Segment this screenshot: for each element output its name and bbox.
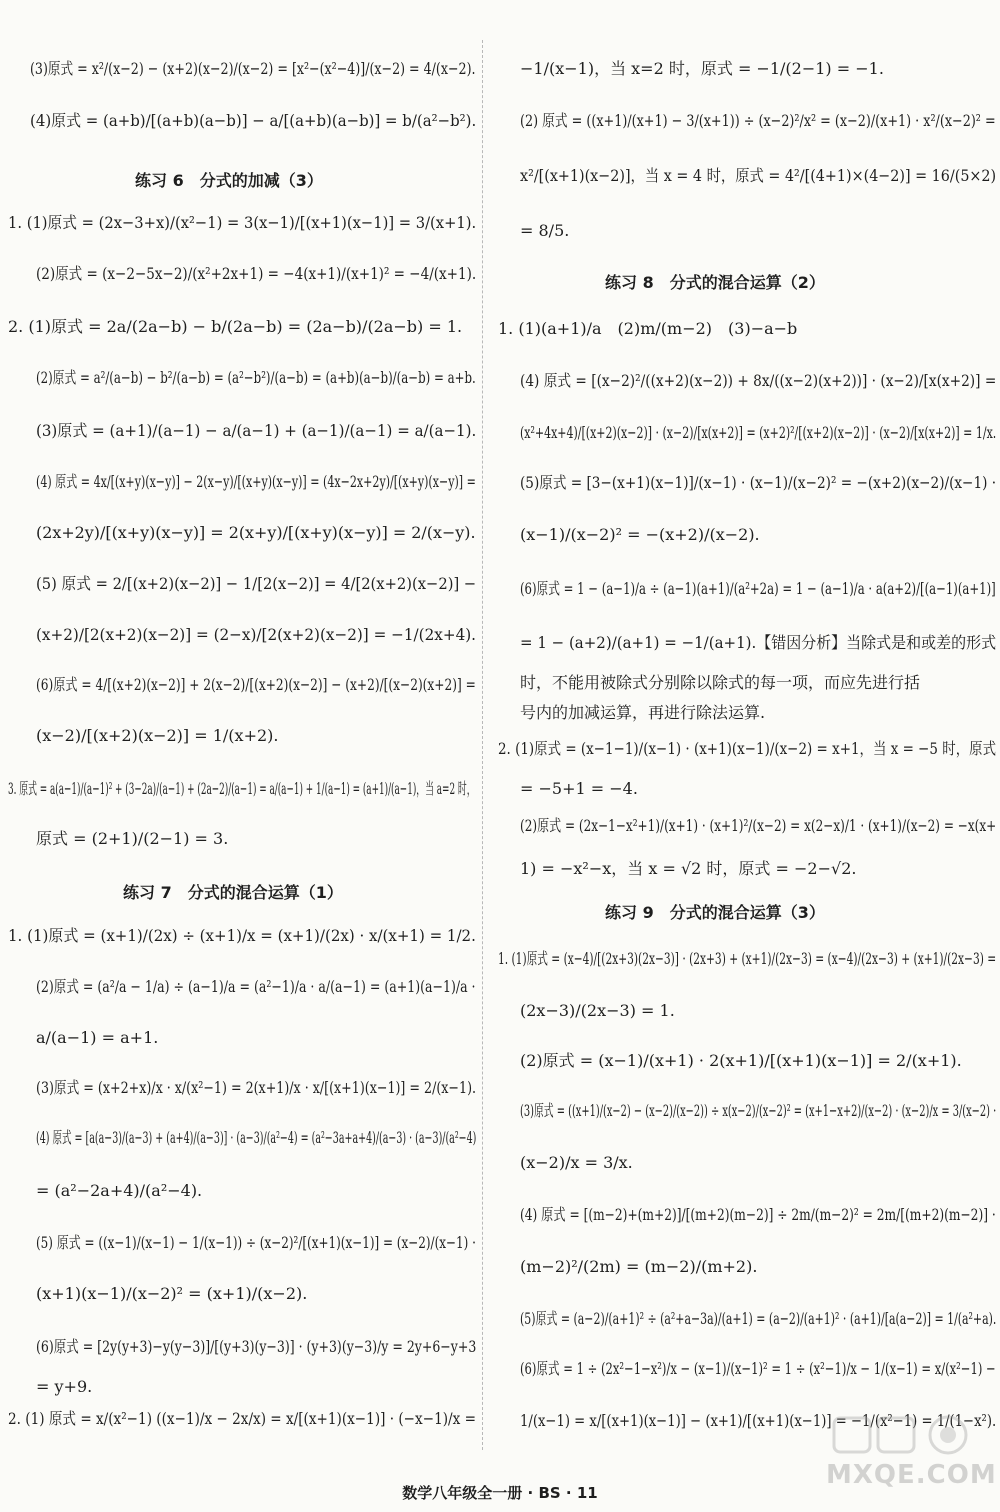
watermark-logo (822, 1412, 997, 1498)
solution-line: (x−2)/x = 3/x. (520, 1153, 633, 1172)
solution-line: = −5+1 = −4. (520, 779, 638, 798)
solution-line: (6)原式 = 4/[(x+2)(x−2)] + 2(x−2)/[(x+2)(x−2)] − (x+2)/[(x−2)(x+2)] = (36, 675, 476, 694)
solution-line: (2)原式 = a²/(a−b) − b²/(a−b) = (a²−b²)/(a−b) = (a+b)(a−b)/(a−b) = a+b. (36, 368, 476, 387)
solution-line: (4)原式 = (a+b)/[(a+b)(a−b)] − a/[(a+b)(a−b)] = b/(a²−b²). (30, 111, 477, 130)
solution-line: (3)原式 = ((x+1)/(x−2) − (x−2)/(x−2)) ÷ x(x−2)/(x−2)² = (x+1−x+2)/(x−2) · (x−2)/x = 3/(x−2) · (520, 1101, 997, 1120)
solution-line: 1. (1)原式 = (x−4)/[(2x+3)(2x−3)] · (2x+3) + (x+1)/(2x−3) = (x−4)/(2x−3) + (x+1)/(2x−3) = (498, 949, 997, 968)
solution-line: (2x+2y)/[(x+y)(x−y)] = 2(x+y)/[(x+y)(x−y)] = 2/(x−y). (36, 523, 476, 542)
watermark-emblem-icon (830, 1412, 990, 1458)
solution-line: (6)原式 = [2y(y+3)−y(y−3)]/[(y+3)(y−3)] · (y+3)(y−3)/y = 2y+6−y+3 (36, 1337, 477, 1356)
solution-line: 原式 = (2+1)/(2−1) = 3. (36, 829, 229, 848)
solution-line: 2. (1)原式 = 2a/(2a−b) − b/(2a−b) = (2a−b)/(2a−b) = 1. (8, 317, 463, 336)
solution-line: (6)原式 = 1 ÷ (2x²−1−x²)/x − (x−1)/(x−1)² = 1 ÷ (x²−1)/x − 1/(x−1) = x/(x²−1) − (520, 1359, 996, 1378)
solution-line: (5) 原式 = 2/[(x+2)(x−2)] − 1/[2(x−2)] = 4/[2(x+2)(x−2)] − (36, 574, 477, 593)
solution-line: (4) 原式 = 4x/[(x+y)(x−y)] − 2(x−y)/[(x+y)(x−y)] = (4x−2x+2y)/[(x+y)(x−y)] = (36, 472, 476, 491)
solution-line: (2)原式 = (2x−1−x²+1)/(x+1) · (x+1)²/(x−2) = x(2−x)/1 · (x+1)/(x−2) = −x(x+ (520, 816, 997, 835)
solution-line: (4) 原式 = [(x−2)²/((x+2)(x−2)) + 8x/((x−2)(x+2))] · (x−2)/[x(x+2)] = (520, 371, 997, 390)
solution-line: x²/[(x+1)(x−2)]，当 x = 4 时，原式 = 4²/[(4+1)×(4−2)] = 16/(5×2) (520, 166, 997, 185)
solution-line: 号内的加减运算，再进行除法运算. (520, 703, 766, 722)
solution-line: (x+2)/[2(x+2)(x−2)] = (2−x)/[2(x+2)(x−2)] = −1/(2x+4). (36, 625, 477, 644)
solution-line: (x−2)/[(x+2)(x−2)] = 1/(x+2). (36, 726, 279, 745)
watermark-text: MXQE.COM (826, 1460, 997, 1490)
solution-line: 1. (1)原式 = (2x−3+x)/(x²−1) = 3(x−1)/[(x+1)(x−1)] = 3/(x+1). (8, 213, 477, 232)
solution-line: (x+1)(x−1)/(x−2)² = (x+1)/(x−2). (36, 1284, 308, 1303)
solution-line: −1/(x−1)，当 x=2 时，原式 = −1/(2−1) = −1. (520, 59, 884, 78)
solution-line: 1) = −x²−x，当 x = √2 时，原式 = −2−√2. (520, 859, 857, 878)
solution-line: 2. (1) 原式 = x/(x²−1) ((x−1)/x − 2x/x) = x/[(x+1)(x−1)] · (−x−1)/x = (8, 1409, 476, 1428)
section-heading: 练习 8 分式的混合运算（2） (605, 273, 825, 292)
solution-line: (x²+4x+4)/[(x+2)(x−2)] · (x−2)/[x(x+2)] = (x+2)²/[(x+2)(x−2)] · (x−2)/[x(x+2)] = 1/x. (520, 423, 997, 442)
solution-line: = y+9. (36, 1377, 93, 1396)
section-heading: 练习 7 分式的混合运算（1） (123, 883, 343, 902)
solution-line: = (a²−2a+4)/(a²−4). (36, 1181, 203, 1200)
solution-line: (6)原式 = 1 − (a−1)/a ÷ (a−1)(a+1)/(a²+2a) = 1 − (a−1)/a · a(a+2)/[(a−1)(a+1)] (520, 579, 996, 598)
solution-line: (2)原式 = (a²/a − 1/a) ÷ (a−1)/a = (a²−1)/a · a/(a−1) = (a+1)(a−1)/a · (36, 977, 476, 996)
solution-line: (5) 原式 = ((x−1)/(x−1) − 1/(x−1)) ÷ (x−2)²/[(x+1)(x−1)] = (x−2)/(x−1) · (36, 1233, 476, 1252)
solution-line: (m−2)²/(2m) = (m−2)/(m+2). (520, 1257, 758, 1276)
right-column (490, 0, 1000, 1480)
solution-line: (x−1)/(x−2)² = −(x+2)/(x−2). (520, 525, 760, 544)
solution-line: 1/(x−1) = x/[(x+1)(x−1)] − (x+1)/[(x+1)(x−1)] = −1/(x²−1) = 1/(1−x²). (520, 1411, 997, 1430)
solution-line: (2)原式 = (x−2−5x−2)/(x²+2x+1) = −4(x+1)/(x+1)² = −4/(x+1). (36, 264, 477, 283)
solution-line: 1. (1)(a+1)/a (2)m/(m−2) (3)−a−b (498, 319, 798, 338)
solution-line: (3)原式 = (a+1)/(a−1) − a/(a−1) + (a−1)/(a−1) = a/(a−1). (36, 421, 477, 440)
solution-line: (5)原式 = (a−2)/(a+1)² ÷ (a²+a−3a)/(a+1) = (a−2)/(a+1)² · (a+1)/[a(a−2)] = 1/(a²+a). (520, 1309, 997, 1328)
left-column (0, 0, 480, 1480)
solution-line: 3. 原式 = a(a−1)/(a−1)² + (3−2a)/(a−1) + (2a−2)/(a−1) = a/(a−1) + 1/(a−1) = (a+1)/(a−1)，当 a=2 时， (8, 779, 476, 798)
section-heading: 练习 6 分式的加减（3） (135, 171, 323, 190)
solution-line: 2. (1)原式 = (x−1−1)/(x−1) · (x+1)(x−1)/(x−2) = x+1，当 x = −5 时，原式 (498, 739, 997, 758)
solution-line: 1. (1)原式 = (x+1)/(2x) ÷ (x+1)/x = (x+1)/(2x) · x/(x+1) = 1/2. (8, 926, 476, 945)
solution-line: 时，不能用被除式分别除以除式的每一项，而应先进行括 (520, 673, 921, 692)
solution-line: = 1 − (a+2)/(a+1) = −1/(a+1).【错因分析】当除式是和或差的形式 (520, 633, 997, 652)
solution-line: (2) 原式 = ((x+1)/(x+1) − 3/(x+1)) ÷ (x−2)²/x² = (x−2)/(x+1) · x²/(x−2)² = (520, 111, 996, 130)
column-divider (482, 40, 483, 1450)
section-heading: 练习 9 分式的混合运算（3） (605, 903, 825, 922)
solution-line: = 8/5. (520, 221, 570, 240)
solution-line: (4) 原式 = [a(a−3)/(a−3) + (a+4)/(a−3)] · (a−3)/(a²−4) = (a²−3a+a+4)/(a−3) · (a−3)/(a²−4) (36, 1128, 477, 1147)
solution-line: a/(a−1) = a+1. (36, 1028, 159, 1047)
solution-line: (4) 原式 = [(m−2)+(m+2)]/[(m+2)(m−2)] ÷ 2m/(m−2)² = 2m/[(m+2)(m−2)] · (520, 1205, 996, 1224)
solution-line: (3)原式 = x²/(x−2) − (x+2)(x−2)/(x−2) = [x²−(x²−4)]/(x−2) = 4/(x−2). (30, 59, 476, 78)
solution-line: (2x−3)/(2x−3) = 1. (520, 1001, 675, 1020)
solution-line: (3)原式 = (x+2+x)/x · x/(x²−1) = 2(x+1)/x · x/[(x+1)(x−1)] = 2/(x−1). (36, 1078, 477, 1097)
page-footer: 数学八年级全一册 · BS · 11 (402, 1484, 598, 1502)
solution-line: (2)原式 = (x−1)/(x+1) · 2(x+1)/[(x+1)(x−1)] = 2/(x+1). (520, 1051, 962, 1070)
solution-line: (5)原式 = [3−(x+1)(x−1)]/(x−1) · (x−1)/(x−2)² = −(x+2)(x−2)/(x−1) · (520, 473, 997, 492)
